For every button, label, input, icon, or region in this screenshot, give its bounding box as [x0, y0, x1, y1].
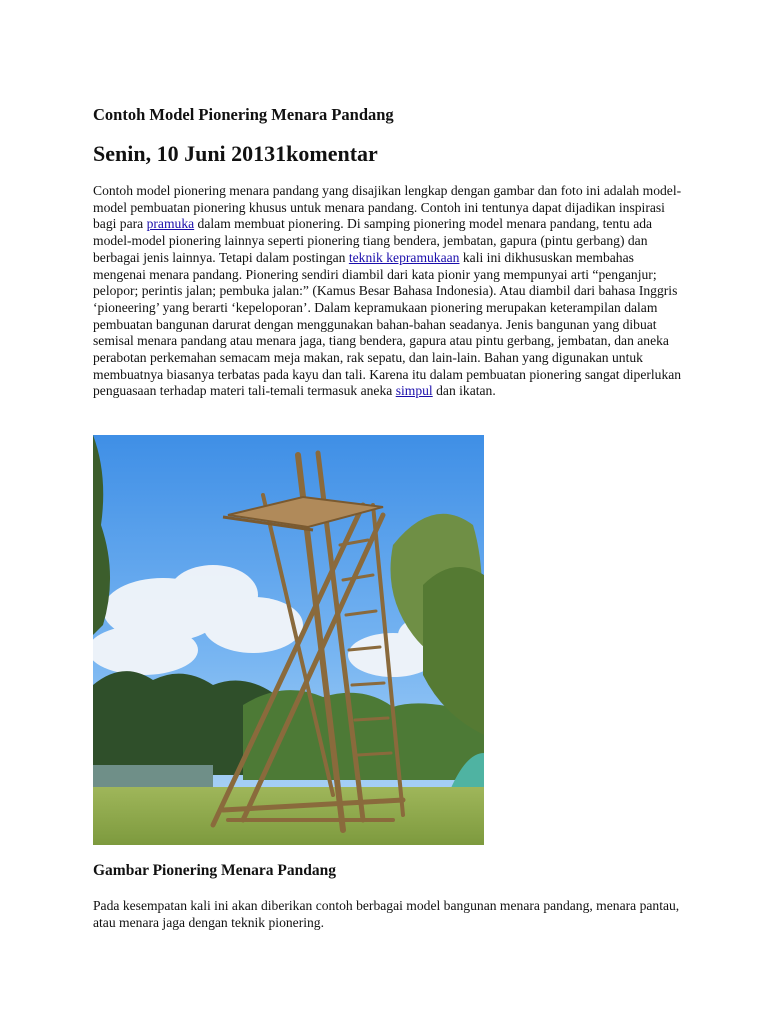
intro-text-2: dalam membuat pionering. Di samping pionering model menara pandang, tentu ada model-model pionering lainnya seperti pionering tiang bendera, jembatan, gapura (pintu gerbang) dan berbagai jenis lainnya. Tetapi dalam postingan [93, 216, 653, 265]
watchtower-photo [93, 435, 484, 845]
image-caption-heading: Gambar Pionering Menara Pandang [93, 862, 336, 879]
link-simpul[interactable]: simpul [395, 383, 433, 399]
intro-text-1: Contoh model pionering menara pandang yang disajikan lengkap dengan gambar dan foto ini adalah model-model pembuatan pionering khusus untuk menara pandang. Contoh ini tentunya dapat dijadikan inspirasi bagi para [93, 183, 682, 232]
date-heading: Senin, 10 Juni 20131komentar [93, 141, 378, 166]
article-title: Contoh Model Pionering Menara Pandang [93, 105, 394, 124]
link-teknik-kepramukaan[interactable]: teknik kepramukaan [348, 249, 460, 265]
intro-text-4: dan ikatan. [432, 383, 496, 399]
intro-paragraph [93, 183, 683, 400]
second-paragraph: Pada kesempatan kali ini akan diberikan contoh berbagai model bangunan menara pandang, menara pantau, atau menara jaga dengan teknik pionering. [93, 898, 680, 930]
intro-text-3: kali ini dikhususkan membahas mengenai menara pandang. Pionering sendiri diambil dari kata pionir yang mempunyai arti “penganjur; pelopor; perintis jalan; pembuka jalan:” (Kamus Besar Bahasa Indonesia). Atau diambil dari bahasa Inggris ‘pioneering’ yang berarti ‘kepeloporan’. Dalam kepramukaan pionering merupakan keterampilan dalam pembuatan bangunan darurat dengan menggunakan bahan-bahan seadanya. Jenis bangunan yang dibuat semisal menara pandang atau menara jaga, tiang bendera, gapura atau pintu gerbang, jembatan, dan aneka perabotan perkemahan semacam meja makan, rak sepatu, dan lain-lain. Bahan yang digunakan untuk membuatnya biasanya terbatas pada kayu dan tali. Karena itu dalam pembuatan pionering sangat diperlukan penguasaan terhadap materi tali-temali termasuk aneka [93, 249, 682, 399]
link-pramuka[interactable]: pramuka [146, 216, 195, 232]
